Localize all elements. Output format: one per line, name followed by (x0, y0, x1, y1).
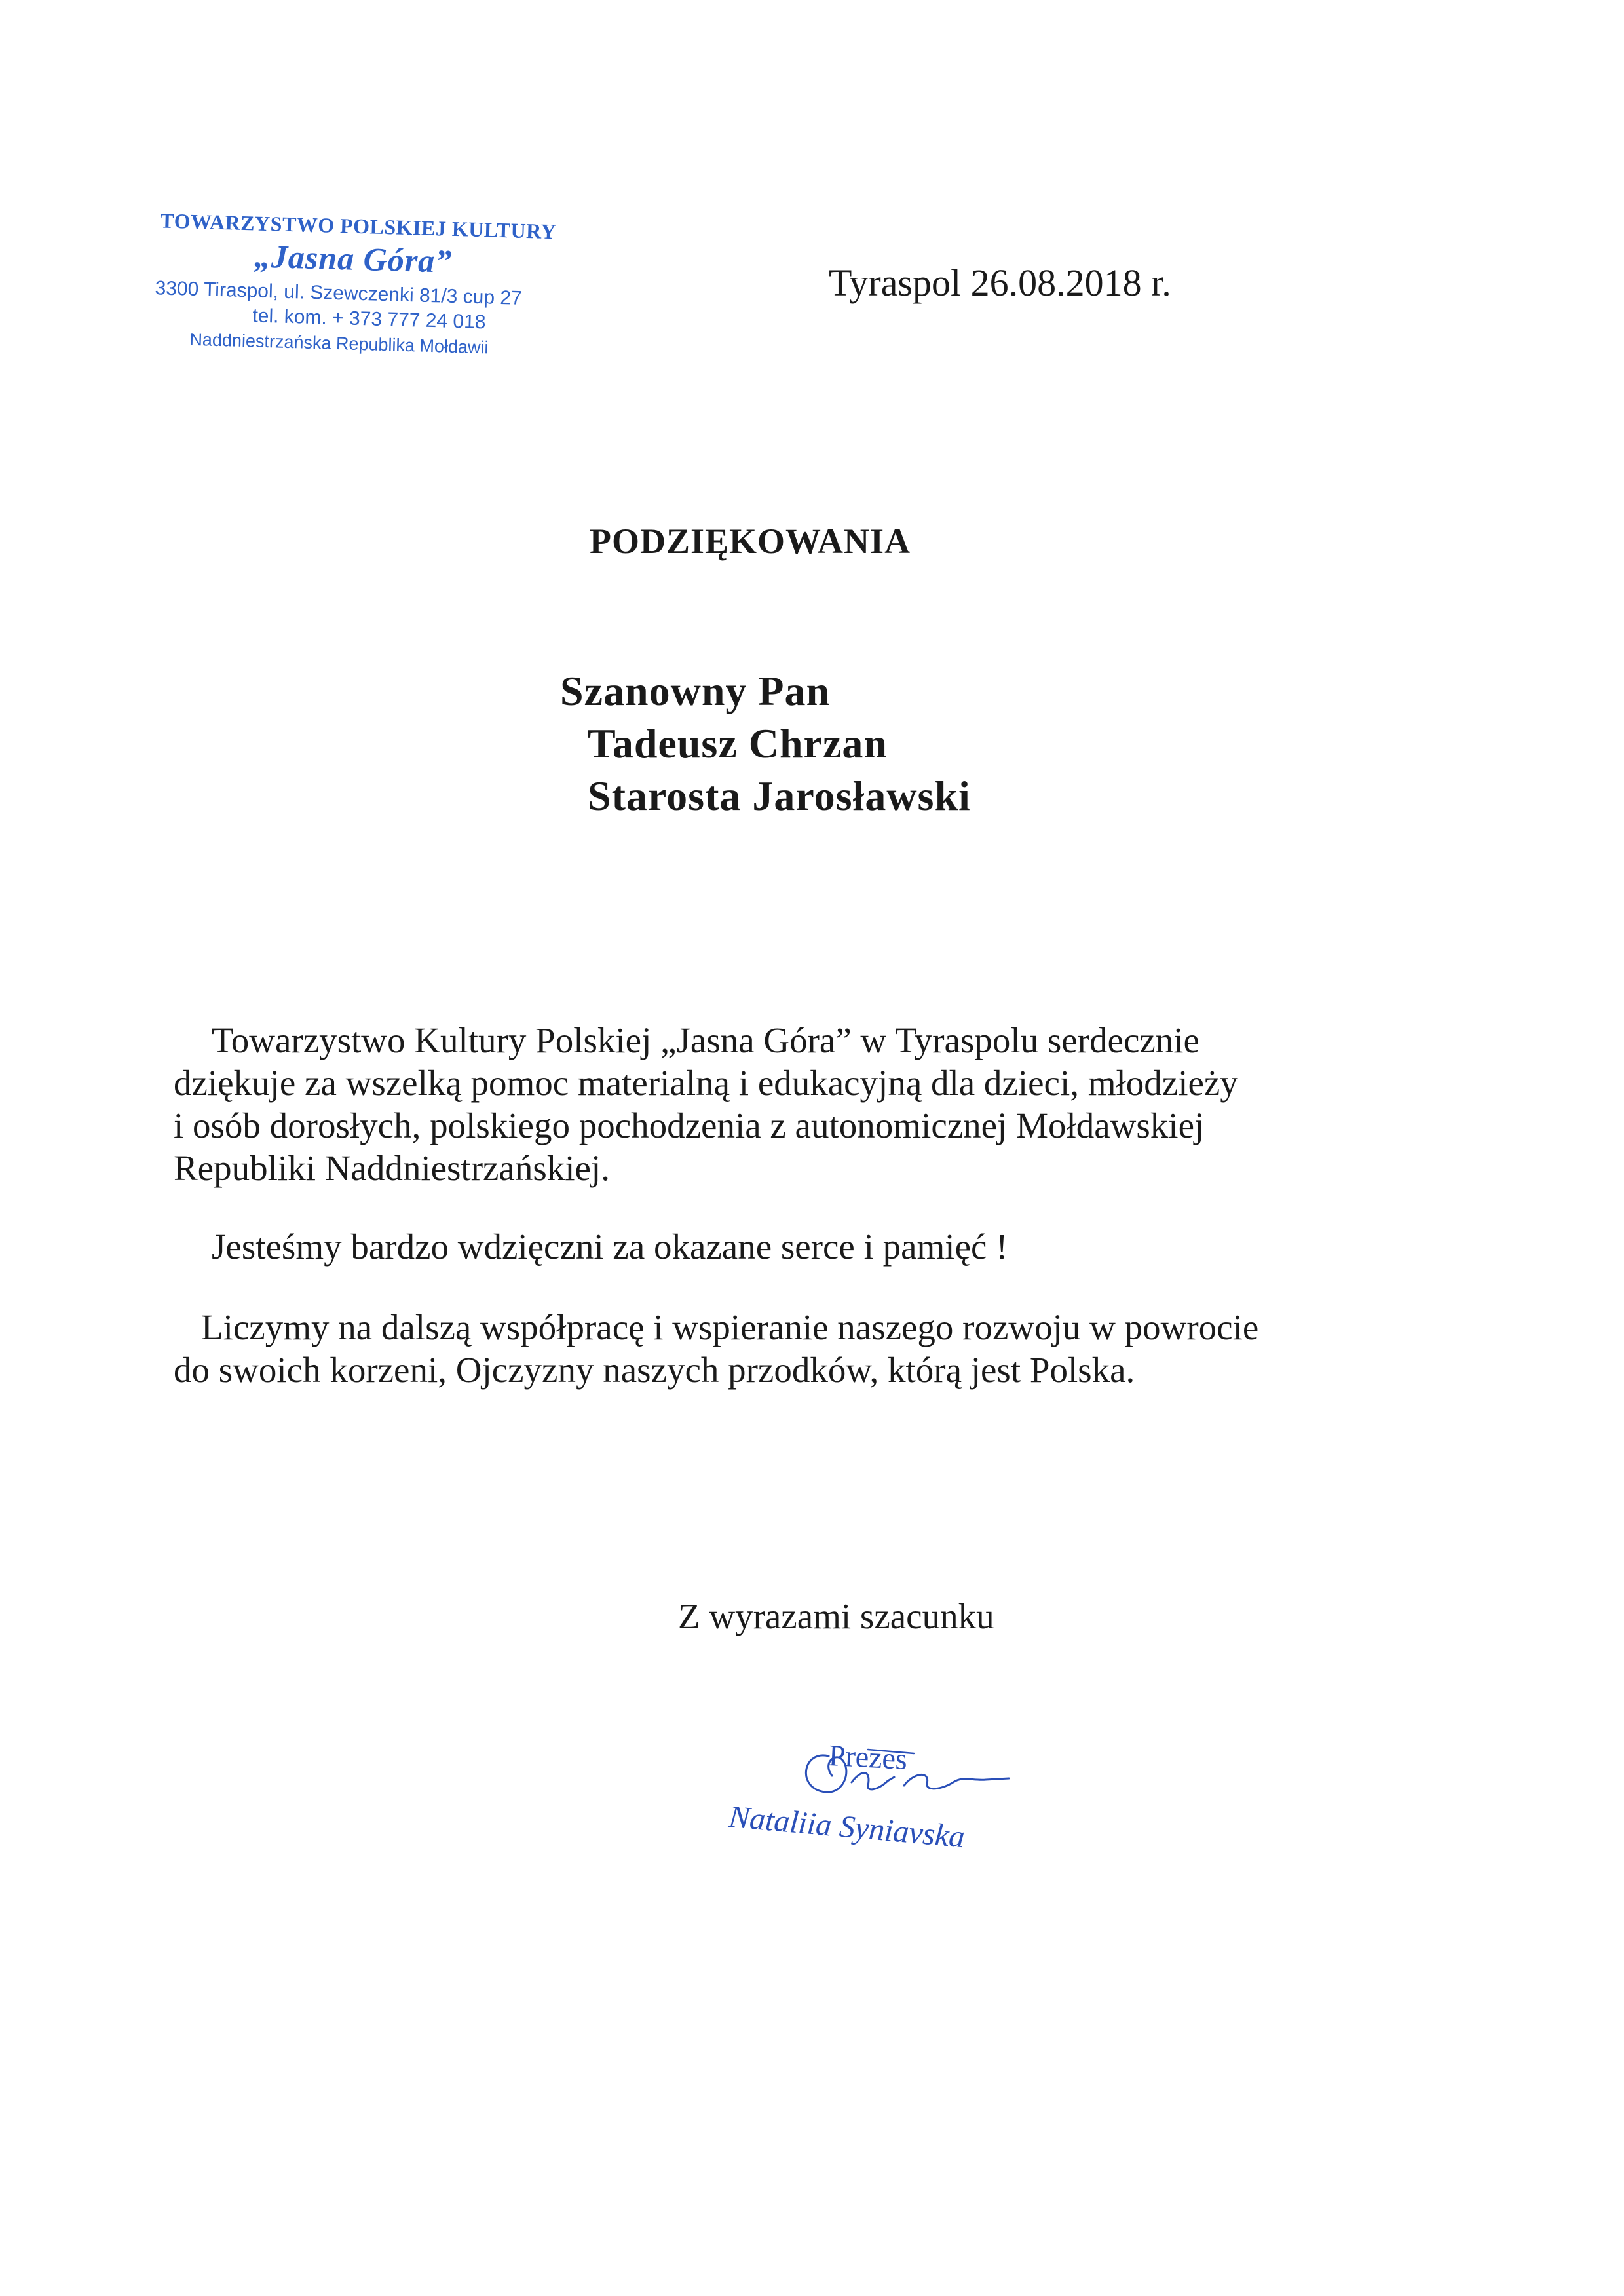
letter-body (174, 1019, 1353, 1391)
letter-title: PODZIĘKOWANIA (590, 522, 911, 561)
addressee-salutation: Szanowny Pan (560, 668, 831, 714)
body-line: dziękuje za wszelką pomoc materialną i edukacyjną dla dzieci, młodzieży (174, 1063, 1238, 1103)
handwritten-signature (789, 1730, 1038, 1815)
letter-date: Tyraspol 26.08.2018 r. (829, 261, 1171, 304)
signature-title: Prezes (827, 1738, 909, 1776)
body-paragraph-2: Jesteśmy bardzo wdzięczni za okazane serce i pamięć ! (212, 1227, 1008, 1267)
stamp-address: 3300 Tiraspol, ul. Szewczenki 81/3 cup 27 (155, 277, 523, 309)
body-line: Towarzystwo Kultury Polskiej „Jasna Góra” w Tyraspolu serdecznie (212, 1020, 1199, 1060)
stamp-name: „Jasna Góra” (254, 237, 453, 280)
stamp-country: Naddniestrzańska Republika Mołdawii (189, 329, 489, 358)
signature-name: Nataliia Syniavska (727, 1799, 966, 1855)
addressee-name: Tadeusz Chrzan (588, 720, 888, 767)
signature-block (727, 1730, 1068, 1881)
body-paragraph-3 (174, 1306, 1353, 1391)
closing-phrase: Z wyrazami szacunku (678, 1596, 994, 1636)
body-line: Republiki Naddniestrzańskiej. (174, 1148, 610, 1188)
body-line: i osób dorosłych, polskiego pochodzenia z autonomicznej Mołdawskiej (174, 1105, 1205, 1145)
body-line: do swoich korzeni, Ojczyzny naszych przodków, którą jest Polska. (174, 1350, 1135, 1390)
stamp-organization: TOWARZYSTWO POLSKIEJ KULTURY (159, 208, 557, 244)
body-paragraph-1 (174, 1019, 1353, 1189)
body-line: Liczymy na dalszą współpracę i wspieranie naszego rozwoju w powrocie (201, 1307, 1259, 1347)
addressee-block (560, 665, 971, 822)
organization-stamp (147, 208, 609, 361)
addressee-role: Starosta Jarosławski (588, 773, 971, 819)
stamp-phone: tel. kom. + 373 777 24 018 (252, 305, 486, 334)
